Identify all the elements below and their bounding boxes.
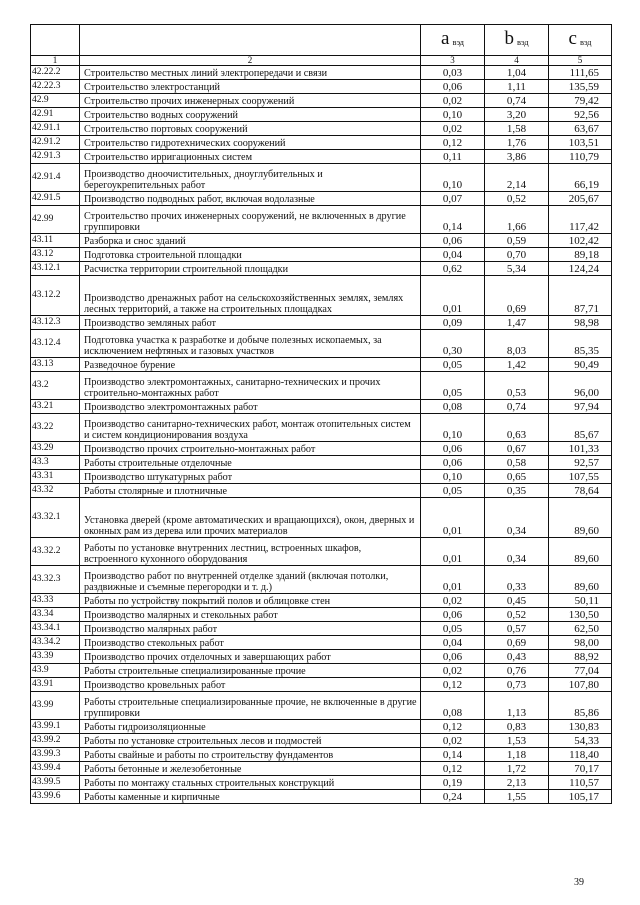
row-activity-name: Строительство прочих инженерных сооружений, не включенных в другие группировки [80, 206, 421, 234]
table-row [31, 762, 612, 776]
table-row [31, 608, 612, 622]
row-activity-name: Работы по установке внутренних лестниц, встроенных шкафов, встроенного кухонного оборудования [80, 538, 421, 566]
row-b-value: 0,69 [485, 276, 549, 316]
row-a-value: 0,05 [421, 622, 485, 636]
row-c-value: 89,60 [549, 566, 612, 594]
table-row [31, 664, 612, 678]
row-b-value: 1,11 [485, 80, 549, 94]
row-a-value: 0,12 [421, 136, 485, 150]
row-code: 42.91.2 [31, 136, 80, 150]
row-activity-name: Разборка и снос зданий [80, 234, 421, 248]
row-b-value: 1,13 [485, 692, 549, 720]
table-row [31, 262, 612, 276]
row-a-value: 0,14 [421, 748, 485, 762]
header-a-subscript: вэд [452, 37, 464, 47]
row-c-value: 89,60 [549, 538, 612, 566]
row-activity-name: Производство малярных работ [80, 622, 421, 636]
row-b-value: 0,43 [485, 650, 549, 664]
row-b-value: 0,83 [485, 720, 549, 734]
row-a-value: 0,30 [421, 330, 485, 358]
table-row [31, 442, 612, 456]
row-c-value: 98,00 [549, 636, 612, 650]
row-a-value: 0,07 [421, 192, 485, 206]
row-c-value: 101,33 [549, 442, 612, 456]
row-a-value: 0,02 [421, 664, 485, 678]
table-row [31, 622, 612, 636]
row-a-value: 0,10 [421, 470, 485, 484]
row-activity-name: Разведочное бурение [80, 358, 421, 372]
table-row [31, 650, 612, 664]
row-b-value: 5,34 [485, 262, 549, 276]
row-c-value: 87,71 [549, 276, 612, 316]
row-activity-name: Работы свайные и работы по строительству фундаментов [80, 748, 421, 762]
row-a-value: 0,05 [421, 484, 485, 498]
row-activity-name: Подготовка участка к разработке и добыче полезных ископаемых, за исключением нефтяных и газовых участков [80, 330, 421, 358]
row-a-value: 0,03 [421, 66, 485, 80]
row-a-value: 0,19 [421, 776, 485, 790]
row-code: 42.91.5 [31, 192, 80, 206]
row-b-value: 3,20 [485, 108, 549, 122]
table-row [31, 470, 612, 484]
row-activity-name: Работы гидроизоляционные [80, 720, 421, 734]
row-c-value: 111,65 [549, 66, 612, 80]
table-row [31, 498, 612, 538]
row-activity-name: Производство электромонтажных, санитарно-технических и прочих строительно-монтажных работ [80, 372, 421, 400]
row-c-value: 63,67 [549, 122, 612, 136]
table-row [31, 594, 612, 608]
row-code: 43.2 [31, 372, 80, 400]
row-code: 43.34 [31, 608, 80, 622]
table-row [31, 636, 612, 650]
row-c-value: 130,83 [549, 720, 612, 734]
row-code: 43.3 [31, 456, 80, 470]
row-code: 42.91.1 [31, 122, 80, 136]
table-row [31, 192, 612, 206]
row-activity-name: Производство прочих отделочных и завершающих работ [80, 650, 421, 664]
table-row [31, 122, 612, 136]
row-activity-name: Производство стекольных работ [80, 636, 421, 650]
row-a-value: 0,06 [421, 650, 485, 664]
table-body [31, 66, 612, 804]
header-c-subscript: вэд [579, 37, 592, 47]
row-a-value: 0,04 [421, 248, 485, 262]
row-a-value: 0,10 [421, 108, 485, 122]
row-a-value: 0,02 [421, 94, 485, 108]
row-c-value: 89,60 [549, 498, 612, 538]
row-activity-name: Производство штукатурных работ [80, 470, 421, 484]
row-activity-name: Строительство ирригационных систем [80, 150, 421, 164]
row-code: 43.99 [31, 692, 80, 720]
row-b-value: 1,66 [485, 206, 549, 234]
row-b-value: 1,04 [485, 66, 549, 80]
header-a [421, 25, 485, 56]
row-b-value: 0,63 [485, 414, 549, 442]
header-code [31, 25, 80, 56]
row-a-value: 0,01 [421, 538, 485, 566]
table-row [31, 456, 612, 470]
row-a-value: 0,08 [421, 400, 485, 414]
row-a-value: 0,01 [421, 566, 485, 594]
row-activity-name: Работы по устройству покрытий полов и облицовке стен [80, 594, 421, 608]
row-activity-name: Строительство портовых сооружений [80, 122, 421, 136]
row-code: 43.12.3 [31, 316, 80, 330]
row-c-value: 117,42 [549, 206, 612, 234]
table-row [31, 414, 612, 442]
row-a-value: 0,08 [421, 692, 485, 720]
row-b-value: 0,76 [485, 664, 549, 678]
row-c-value: 130,50 [549, 608, 612, 622]
row-c-value: 92,57 [549, 456, 612, 470]
row-code: 43.34.2 [31, 636, 80, 650]
column-number: 5 [549, 56, 612, 66]
row-code: 43.9 [31, 664, 80, 678]
coefficients-table [30, 24, 612, 804]
row-a-value: 0,05 [421, 372, 485, 400]
header-c [549, 25, 612, 56]
row-b-value: 0,67 [485, 442, 549, 456]
row-activity-name: Производство работ по внутренней отделке зданий (включая потолки, раздвижные и съемные перегородки и т. д.) [80, 566, 421, 594]
row-b-value: 1,18 [485, 748, 549, 762]
row-code: 43.32 [31, 484, 80, 498]
row-code: 42.91.4 [31, 164, 80, 192]
row-b-value: 1,76 [485, 136, 549, 150]
row-activity-name: Строительство гидротехнических сооружений [80, 136, 421, 150]
row-code: 43.32.1 [31, 498, 80, 538]
row-c-value: 85,67 [549, 414, 612, 442]
row-activity-name: Производство земляных работ [80, 316, 421, 330]
row-c-value: 110,79 [549, 150, 612, 164]
table-row [31, 94, 612, 108]
row-activity-name: Производство дренажных работ на сельскохозяйственных землях, землях лесных территорий, а также на строительных площадках [80, 276, 421, 316]
row-activity-name: Производство дноочистительных, дноуглубительных и берегоукрепительных работ [80, 164, 421, 192]
row-a-value: 0,11 [421, 150, 485, 164]
row-code: 43.11 [31, 234, 80, 248]
row-c-value: 90,49 [549, 358, 612, 372]
column-number: 3 [421, 56, 485, 66]
row-c-value: 78,64 [549, 484, 612, 498]
column-number: 2 [80, 56, 421, 66]
row-a-value: 0,06 [421, 456, 485, 470]
table-row [31, 316, 612, 330]
row-activity-name: Производство подводных работ, включая водолазные [80, 192, 421, 206]
row-a-value: 0,24 [421, 790, 485, 804]
row-activity-name: Подготовка строительной площадки [80, 248, 421, 262]
table-row [31, 748, 612, 762]
row-b-value: 0,33 [485, 566, 549, 594]
row-c-value: 88,92 [549, 650, 612, 664]
row-c-value: 77,04 [549, 664, 612, 678]
row-a-value: 0,14 [421, 206, 485, 234]
row-c-value: 89,18 [549, 248, 612, 262]
row-b-value: 1,58 [485, 122, 549, 136]
header-a-symbol: a [441, 28, 450, 49]
row-c-value: 66,19 [549, 164, 612, 192]
row-c-value: 54,33 [549, 734, 612, 748]
row-b-value: 1,72 [485, 762, 549, 776]
table-row [31, 372, 612, 400]
row-code: 43.22 [31, 414, 80, 442]
row-activity-name: Работы строительные специализированные прочие, не включенные в другие группировки [80, 692, 421, 720]
row-a-value: 0,62 [421, 262, 485, 276]
row-b-value: 0,52 [485, 608, 549, 622]
row-b-value: 0,69 [485, 636, 549, 650]
row-a-value: 0,12 [421, 678, 485, 692]
row-b-value: 0,57 [485, 622, 549, 636]
row-c-value: 62,50 [549, 622, 612, 636]
table-row [31, 566, 612, 594]
table-row [31, 358, 612, 372]
row-activity-name: Производство санитарно-технических работ, монтаж отопительных систем и систем кондиционирования воздуха [80, 414, 421, 442]
row-c-value: 98,98 [549, 316, 612, 330]
row-b-value: 0,73 [485, 678, 549, 692]
row-code: 43.32.2 [31, 538, 80, 566]
row-b-value: 1,42 [485, 358, 549, 372]
page-number: 39 [574, 877, 584, 888]
row-a-value: 0,06 [421, 442, 485, 456]
row-activity-name: Строительство водных сооружений [80, 108, 421, 122]
row-b-value: 1,53 [485, 734, 549, 748]
row-b-value: 0,52 [485, 192, 549, 206]
row-activity-name: Строительство местных линий электропередачи и связи [80, 66, 421, 80]
row-b-value: 0,35 [485, 484, 549, 498]
header-c-symbol: c [568, 28, 577, 49]
table-row [31, 234, 612, 248]
table-row [31, 80, 612, 94]
table-row [31, 538, 612, 566]
table-row [31, 734, 612, 748]
row-c-value: 50,11 [549, 594, 612, 608]
row-a-value: 0,02 [421, 734, 485, 748]
table-row [31, 248, 612, 262]
table-row [31, 400, 612, 414]
row-b-value: 8,03 [485, 330, 549, 358]
row-activity-name: Работы строительные отделочные [80, 456, 421, 470]
row-b-value: 2,14 [485, 164, 549, 192]
table-row [31, 66, 612, 80]
row-c-value: 107,80 [549, 678, 612, 692]
row-code: 43.12.1 [31, 262, 80, 276]
row-activity-name: Работы каменные и кирпичные [80, 790, 421, 804]
row-c-value: 96,00 [549, 372, 612, 400]
row-code: 43.13 [31, 358, 80, 372]
row-activity-name: Расчистка территории строительной площадки [80, 262, 421, 276]
row-a-value: 0,06 [421, 608, 485, 622]
row-b-value: 2,13 [485, 776, 549, 790]
row-a-value: 0,02 [421, 122, 485, 136]
row-a-value: 0,12 [421, 762, 485, 776]
row-b-value: 0,59 [485, 234, 549, 248]
row-activity-name: Работы бетонные и железобетонные [80, 762, 421, 776]
row-a-value: 0,02 [421, 594, 485, 608]
row-a-value: 0,10 [421, 164, 485, 192]
row-code: 43.33 [31, 594, 80, 608]
row-c-value: 85,35 [549, 330, 612, 358]
row-c-value: 110,57 [549, 776, 612, 790]
row-a-value: 0,01 [421, 498, 485, 538]
row-c-value: 107,55 [549, 470, 612, 484]
header-b-symbol: b [504, 28, 514, 49]
row-code: 43.29 [31, 442, 80, 456]
row-code: 43.21 [31, 400, 80, 414]
table-row [31, 206, 612, 234]
row-code: 43.32.3 [31, 566, 80, 594]
table-row [31, 776, 612, 790]
row-activity-name: Работы по установке строительных лесов и подмостей [80, 734, 421, 748]
row-a-value: 0,10 [421, 414, 485, 442]
row-activity-name: Строительство прочих инженерных сооружений [80, 94, 421, 108]
row-activity-name: Строительство электростанций [80, 80, 421, 94]
row-c-value: 135,59 [549, 80, 612, 94]
row-b-value: 0,34 [485, 498, 549, 538]
table-row [31, 790, 612, 804]
row-c-value: 92,56 [549, 108, 612, 122]
table-row [31, 330, 612, 358]
row-c-value: 205,67 [549, 192, 612, 206]
row-code: 43.31 [31, 470, 80, 484]
row-a-value: 0,09 [421, 316, 485, 330]
table-row [31, 136, 612, 150]
row-c-value: 79,42 [549, 94, 612, 108]
row-a-value: 0,01 [421, 276, 485, 316]
row-b-value: 0,58 [485, 456, 549, 470]
row-activity-name: Работы столярные и плотничные [80, 484, 421, 498]
table-row [31, 108, 612, 122]
row-activity-name: Установка дверей (кроме автоматических и вращающихся), окон, дверных и оконных рам из дерева или прочих материалов [80, 498, 421, 538]
row-code: 43.99.2 [31, 734, 80, 748]
row-b-value: 0,65 [485, 470, 549, 484]
row-c-value: 97,94 [549, 400, 612, 414]
row-c-value: 118,40 [549, 748, 612, 762]
row-code: 43.99.3 [31, 748, 80, 762]
table-row [31, 484, 612, 498]
row-b-value: 1,55 [485, 790, 549, 804]
row-code: 43.99.4 [31, 762, 80, 776]
row-b-value: 0,74 [485, 400, 549, 414]
header-b-subscript: вэд [516, 37, 529, 47]
row-b-value: 0,74 [485, 94, 549, 108]
row-c-value: 103,51 [549, 136, 612, 150]
row-c-value: 105,17 [549, 790, 612, 804]
row-c-value: 102,42 [549, 234, 612, 248]
row-c-value: 85,86 [549, 692, 612, 720]
row-c-value: 124,24 [549, 262, 612, 276]
row-code: 43.91 [31, 678, 80, 692]
row-code: 42.22.3 [31, 80, 80, 94]
row-code: 43.99.5 [31, 776, 80, 790]
row-b-value: 3,86 [485, 150, 549, 164]
row-code: 42.91 [31, 108, 80, 122]
row-a-value: 0,06 [421, 80, 485, 94]
row-a-value: 0,12 [421, 720, 485, 734]
row-b-value: 0,34 [485, 538, 549, 566]
row-a-value: 0,05 [421, 358, 485, 372]
row-a-value: 0,04 [421, 636, 485, 650]
row-code: 43.34.1 [31, 622, 80, 636]
table-header-row [31, 25, 612, 56]
row-code: 43.12.2 [31, 276, 80, 316]
header-name [80, 25, 421, 56]
table-row [31, 164, 612, 192]
row-code: 42.9 [31, 94, 80, 108]
column-number: 1 [31, 56, 80, 66]
row-b-value: 1,47 [485, 316, 549, 330]
table-row [31, 276, 612, 316]
table-row [31, 720, 612, 734]
table-row [31, 692, 612, 720]
column-number-row [31, 56, 612, 66]
row-code: 42.22.2 [31, 66, 80, 80]
row-activity-name: Производство малярных и стекольных работ [80, 608, 421, 622]
row-code: 42.91.3 [31, 150, 80, 164]
row-a-value: 0,06 [421, 234, 485, 248]
row-b-value: 0,70 [485, 248, 549, 262]
row-code: 43.99.6 [31, 790, 80, 804]
row-activity-name: Производство кровельных работ [80, 678, 421, 692]
row-code: 43.99.1 [31, 720, 80, 734]
row-code: 43.12.4 [31, 330, 80, 358]
row-b-value: 0,53 [485, 372, 549, 400]
row-activity-name: Производство прочих строительно-монтажных работ [80, 442, 421, 456]
table-row [31, 678, 612, 692]
row-code: 42.99 [31, 206, 80, 234]
row-b-value: 0,45 [485, 594, 549, 608]
row-activity-name: Производство электромонтажных работ [80, 400, 421, 414]
column-number: 4 [485, 56, 549, 66]
row-code: 43.39 [31, 650, 80, 664]
header-b [485, 25, 549, 56]
row-c-value: 70,17 [549, 762, 612, 776]
row-activity-name: Работы строительные специализированные прочие [80, 664, 421, 678]
row-activity-name: Работы по монтажу стальных строительных конструкций [80, 776, 421, 790]
row-code: 43.12 [31, 248, 80, 262]
table-row [31, 150, 612, 164]
